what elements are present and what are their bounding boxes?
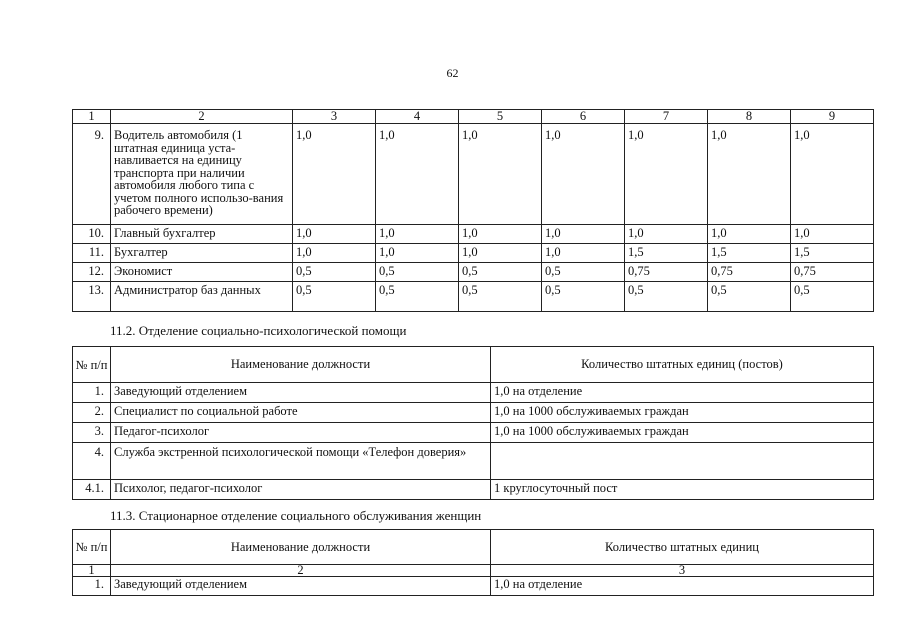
row-number: 9. xyxy=(73,124,111,225)
header-quantity: Количество штатных единиц xyxy=(491,530,874,565)
staff-value: 0,5 xyxy=(293,263,376,282)
table-header-row xyxy=(73,347,874,383)
table-row xyxy=(73,383,874,403)
staff-value: 1,0 xyxy=(293,244,376,263)
staff-value: 0,5 xyxy=(459,282,542,312)
staff-quantity: 1 круглосуточный пост xyxy=(491,480,874,500)
staff-value: 0,5 xyxy=(625,282,708,312)
staff-value: 0,75 xyxy=(708,263,791,282)
staff-value: 1,0 xyxy=(542,244,625,263)
staffing-table-continued xyxy=(72,109,874,312)
staff-value: 1,0 xyxy=(791,225,874,244)
row-number: 10. xyxy=(73,225,111,244)
position-name: Администратор баз данных xyxy=(111,282,293,312)
staff-value: 0,5 xyxy=(791,282,874,312)
staff-quantity: 1,0 на 1000 обслуживаемых граждан xyxy=(491,403,874,423)
column-number: 1 xyxy=(73,110,111,124)
column-number: 7 xyxy=(625,110,708,124)
position-name: Главный бухгалтер xyxy=(111,225,293,244)
women-inpatient-staff-table xyxy=(72,529,874,596)
staff-value: 0,5 xyxy=(708,282,791,312)
position-name: Служба экстренной психологической помощи «Телефон доверия» xyxy=(111,443,491,480)
staff-quantity: 1,0 на отделение xyxy=(491,577,874,596)
staff-quantity xyxy=(491,443,874,480)
column-number: 6 xyxy=(542,110,625,124)
staff-value: 1,0 xyxy=(459,124,542,225)
table-row xyxy=(73,480,874,500)
staff-value: 1,0 xyxy=(376,244,459,263)
position-name: Бухгалтер xyxy=(111,244,293,263)
staff-value: 0,75 xyxy=(625,263,708,282)
table-row xyxy=(73,423,874,443)
staff-value: 1,0 xyxy=(625,124,708,225)
column-numbers-row xyxy=(73,110,874,124)
header-position: Наименование должности xyxy=(111,530,491,565)
page-number: 62 xyxy=(446,66,459,80)
column-number: 5 xyxy=(459,110,542,124)
staff-value: 1,0 xyxy=(459,225,542,244)
staff-value: 0,5 xyxy=(542,282,625,312)
staff-value: 1,0 xyxy=(625,225,708,244)
position-name: Специалист по социальной работе xyxy=(111,403,491,423)
social-psych-staff-table xyxy=(72,346,874,500)
row-number: 3. xyxy=(73,423,111,443)
position-name: Экономист xyxy=(111,263,293,282)
column-number: 1 xyxy=(73,565,111,577)
staff-value: 0,75 xyxy=(791,263,874,282)
staff-value: 0,5 xyxy=(542,263,625,282)
row-number: 1. xyxy=(73,577,111,596)
staff-value: 1,0 xyxy=(708,225,791,244)
section-heading: 11.3. Стационарное отделение социального обслуживания женщин xyxy=(110,508,482,523)
staff-value: 0,5 xyxy=(376,263,459,282)
table-row xyxy=(73,225,874,244)
staff-quantity: 1,0 на 1000 обслуживаемых граждан xyxy=(491,423,874,443)
position-name: Педагог-психолог xyxy=(111,423,491,443)
row-number: 13. xyxy=(73,282,111,312)
position-name: Психолог, педагог-психолог xyxy=(111,480,491,500)
column-number: 9 xyxy=(791,110,874,124)
header-quantity: Количество штатных единиц (постов) xyxy=(491,347,874,383)
staff-value: 1,5 xyxy=(791,244,874,263)
position-name: Заведующий отделением xyxy=(111,383,491,403)
staff-value: 1,0 xyxy=(542,225,625,244)
table-row xyxy=(73,577,874,596)
column-number: 2 xyxy=(111,565,491,577)
staff-value: 1,0 xyxy=(542,124,625,225)
column-number: 2 xyxy=(111,110,293,124)
staff-value: 1,0 xyxy=(791,124,874,225)
column-number: 4 xyxy=(376,110,459,124)
header-number: № п/п xyxy=(73,347,111,383)
position-name: Заведующий отделением xyxy=(111,577,491,596)
row-number: 1. xyxy=(73,383,111,403)
staff-value: 0,5 xyxy=(376,282,459,312)
staff-value: 1,0 xyxy=(376,225,459,244)
staff-value: 1,0 xyxy=(293,124,376,225)
table-row xyxy=(73,244,874,263)
staff-value: 1,5 xyxy=(708,244,791,263)
position-name: Водитель автомобиля (1 штатная единица уста-навливается на единицу транспорта при наличии автомобиля любого типа с учетом полного использо-вания рабочего времени) xyxy=(111,124,293,225)
staff-quantity: 1,0 на отделение xyxy=(491,383,874,403)
header-number: № п/п xyxy=(73,530,111,565)
table-row xyxy=(73,263,874,282)
row-number: 4. xyxy=(73,443,111,480)
staff-value: 1,0 xyxy=(293,225,376,244)
row-number: 4.1. xyxy=(73,480,111,500)
table-row xyxy=(73,282,874,312)
row-number: 11. xyxy=(73,244,111,263)
column-numbers-row xyxy=(73,565,874,577)
table-row xyxy=(73,443,874,480)
staff-value: 1,0 xyxy=(708,124,791,225)
staff-value: 1,0 xyxy=(459,244,542,263)
table-header-row xyxy=(73,530,874,565)
column-number: 3 xyxy=(491,565,874,577)
column-number: 8 xyxy=(708,110,791,124)
staff-value: 0,5 xyxy=(293,282,376,312)
column-number: 3 xyxy=(293,110,376,124)
staff-value: 1,5 xyxy=(625,244,708,263)
row-number: 2. xyxy=(73,403,111,423)
staff-value: 1,0 xyxy=(376,124,459,225)
row-number: 12. xyxy=(73,263,111,282)
staff-value: 0,5 xyxy=(459,263,542,282)
table-row xyxy=(73,403,874,423)
section-heading: 11.2. Отделение социально-психологической помощи xyxy=(110,323,407,338)
table-row xyxy=(73,124,874,225)
header-position: Наименование должности xyxy=(111,347,491,383)
